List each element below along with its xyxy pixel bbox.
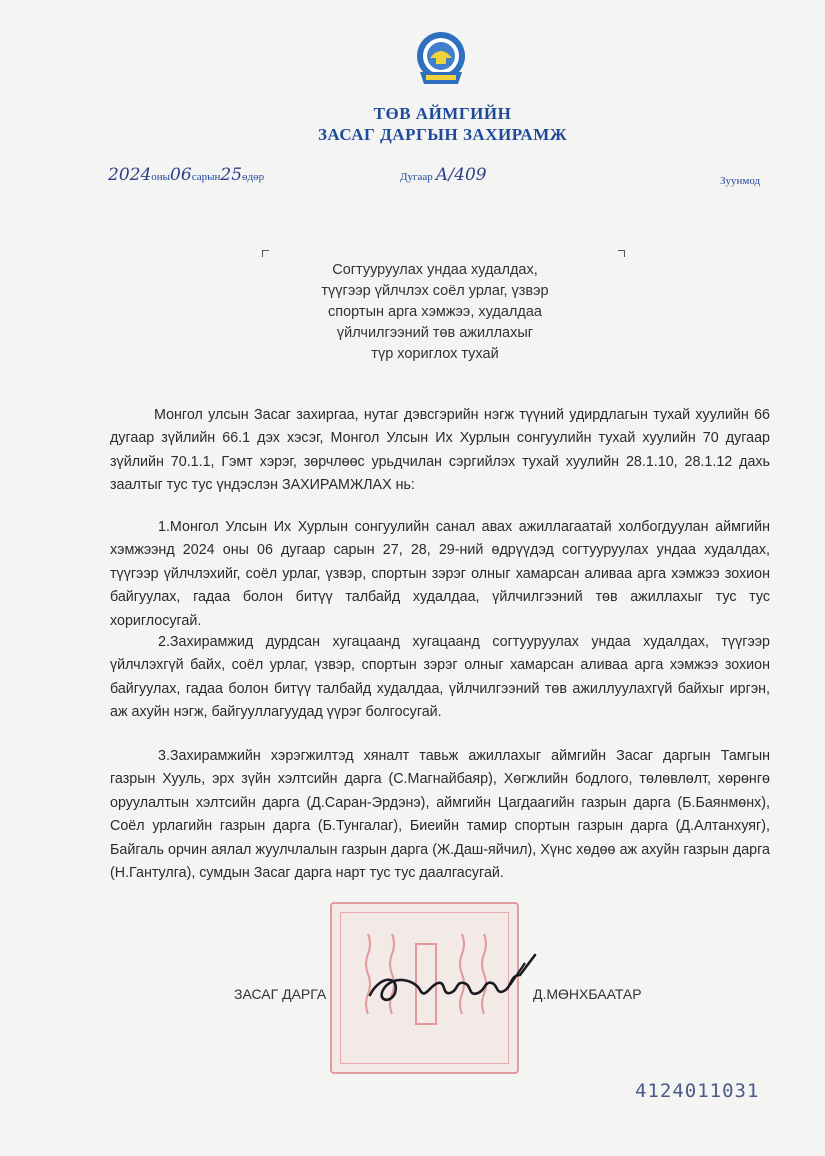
date-month: 06 [170,165,192,185]
document-number [400,165,487,185]
serial-number: 4124011031 [635,1080,760,1102]
handwritten-signature [360,945,560,1015]
state-emblem-icon [412,28,470,90]
document-meta [0,165,825,195]
signatory-title: ЗАСАГ ДАРГА [234,986,327,1002]
document-place: Зуунмод [720,175,761,187]
title-line: үйлчилгээний төв ажиллахыг [336,325,534,341]
title-line: түүгээр үйлчлэх соёл урлаг, үзвэр [321,283,549,299]
date-year: 2024 [108,165,152,185]
year-label: оны [151,171,171,183]
title-bracket-left [262,250,269,257]
document-type: ЗАСАГ ДАРГЫН ЗАХИРАМЖ [317,125,568,144]
number-label: Дугаар [400,171,433,183]
date-day: 25 [220,165,243,185]
order-item-2: 2.Захирамжид дурдсан хугацаанд хугацаанд согтууруулах ундаа худалдах, түүгээр үйлчлэхгүй байх, соёл урлаг, үзвэр, спортын зэрэг олныг хамарсан аливаа арга хэмжээ зохион байгуулах, гадаа болон битүү талбайд худалдаа, үйлчилгээний төв ажиллуулахгүй байхыг иргэн, аж ахуйн нэгж, байгууллагуудад үүрэг болгосугай. [110,634,770,721]
title-line: түр хориглох тухай [371,346,499,362]
organization-name: ТӨВ АЙМГИЙН [373,104,512,123]
number-value: А/409 [435,165,487,185]
document-title [250,260,620,365]
order-item-1: 1.Монгол Улсын Их Хурлын сонгуулийн санал авах ажиллагаатай холбогдуулан аймгийн хэмжээнд 2024 оны 06 дугаар сарын 27, 28, 29-ний өдрүүдэд согтууруулах ундаа худалдах, түүгээр үйлчлэхийг, соёл урлаг, үзвэр, спортын зэрэг олныг хамарсан аливаа арга хэмжээ зохион байгуулах, гадаа болон битүү талбайд худалдаа, үйлчилгээний төв ажиллахыг тус тус хориглосугай. [110,519,770,629]
title-line: спортын арга хэмжээ, худалдаа [328,304,542,320]
signatory-name: Д.МӨНХБААТАР [533,986,642,1002]
title-bracket-right [618,250,625,257]
document-date [108,165,264,185]
order-item-3: 3.Захирамжийн хэрэгжилтэд хяналт тавьж ажиллахыг аймгийн Засаг даргын Тамгын газрын Хууль, эрх зүйн хэлтсийн дарга (С.Магнайбаяр), Хөгжлийн бодлого, төлөвлөлт, хөрөнгө оруулалтын хэлтсийн дарга (Д.Саран-Эрдэнэ), аймгийн Цагдаагийн газрын дарга (Б.Баянмөнх), Соёл урлагийн газрын дарга (Б.Тунгалаг), Биеийн тамир спортын газрын дарга (Д.Алтанхуяг), Байгаль орчин аялал жуулчлалын газрын дарга (Ж.Даш-яйчил), Хүнс хөдөө аж ахуйн газрын дарга (Н.Гантулга), сумдын Засаг дарга нарт тус тус даалгасугай. [110,748,770,882]
month-label: сарын [191,171,221,183]
title-line: Согтууруулах ундаа худалдах, [332,262,538,278]
intro-paragraph: Монгол улсын Засаг захиргаа, нутаг дэвсгэрийн нэгж түүний удирдлагын тухай хуулийн 66 дугаар зүйлийн 66.1 дэх хэсэг, Монгол Улсын Их Хурлын сонгуулийн тухай хуулийн 70 дугаар зүйлийн 70.1.1, Гэмт хэрэг, зөрчлөөс урьдчилан сэргийлэх тухай хуулийн 28.1.10, 28.1.12 дахь заалтыг тус тус үндэслэн ЗАХИРАМЖЛАХ нь: [110,407,770,494]
day-label: өдөр [242,171,265,183]
